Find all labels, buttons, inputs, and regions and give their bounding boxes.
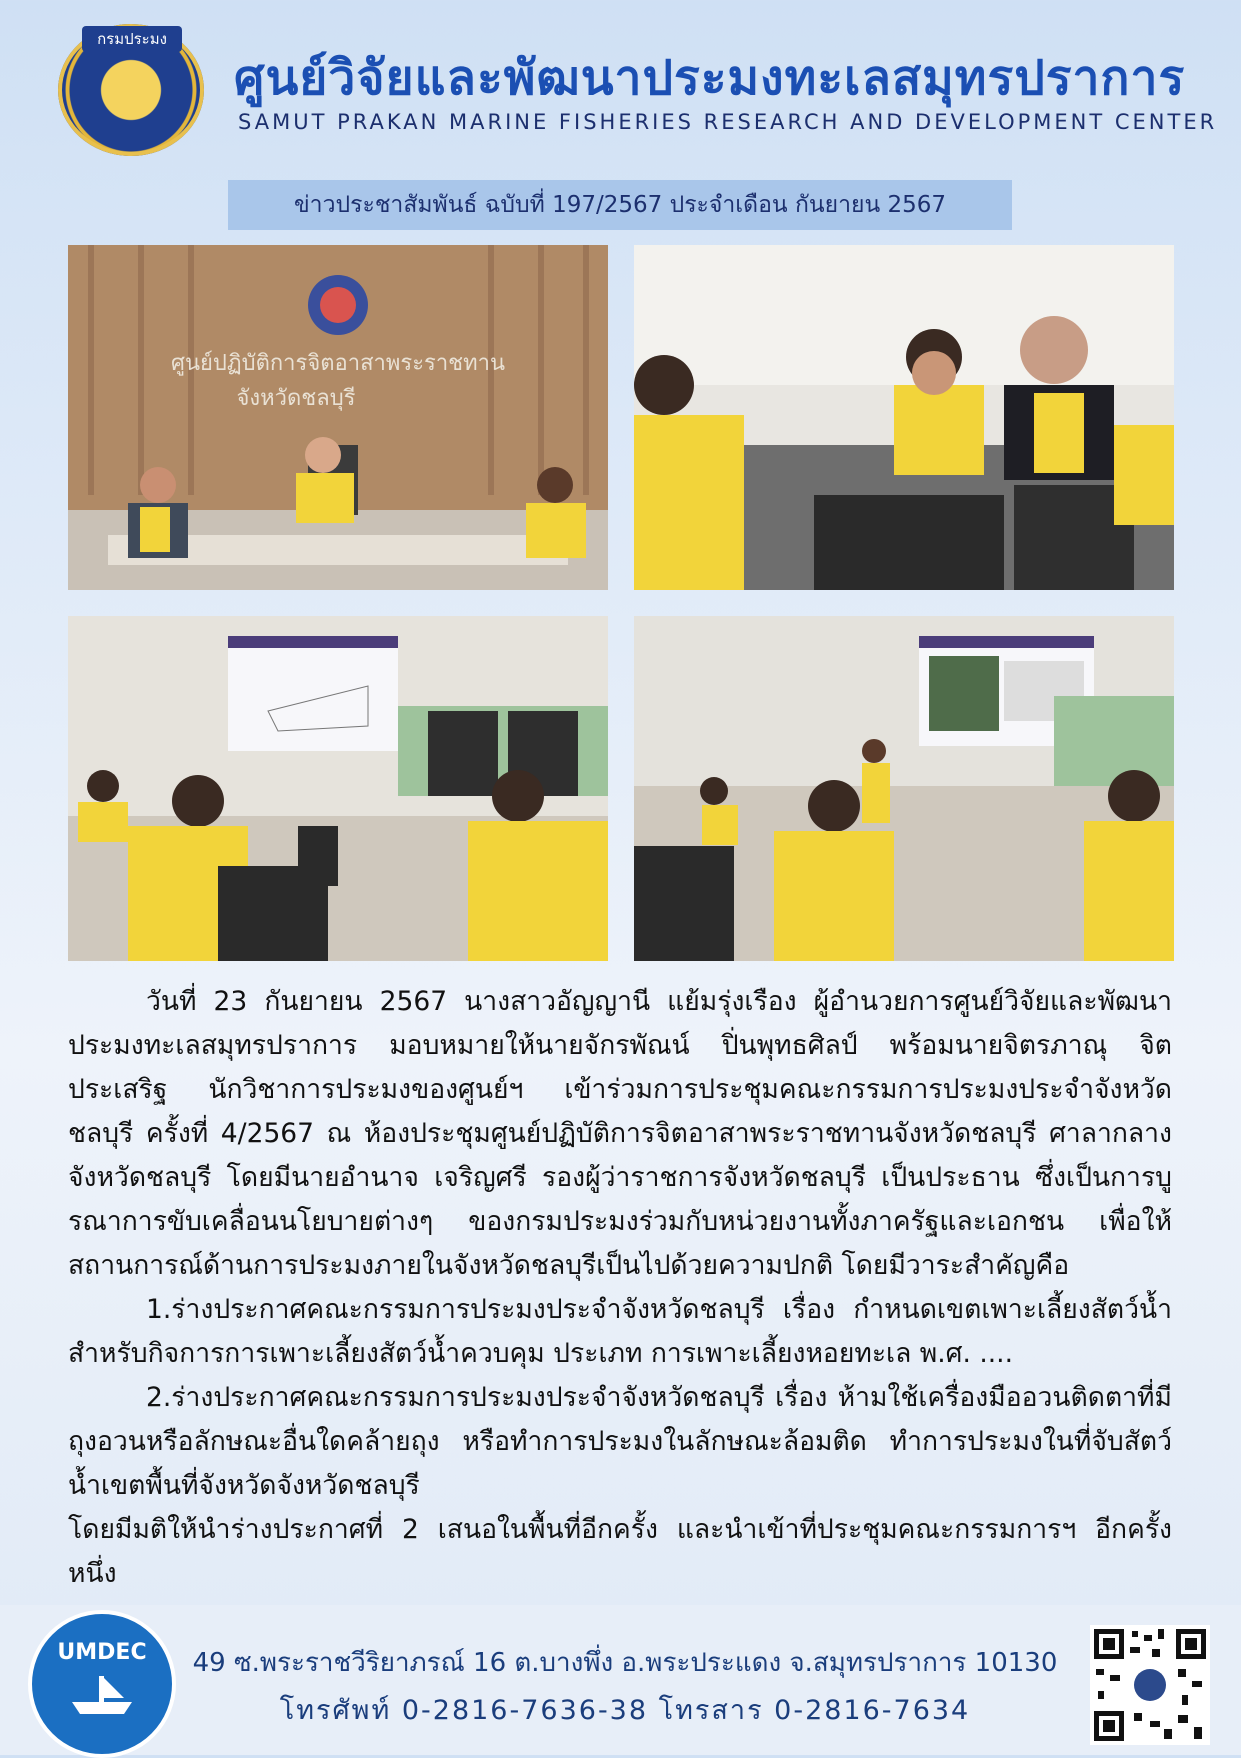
header [0,0,1241,165]
agenda-item-1: 1.ร่างประกาศคณะกรรมการประมงประจำจังหวัดชลบุรี เรื่อง กำหนดเขตเพาะเลี้ยงสัตว์น้ำสำหรับกิจการการเพาะเลี้ยงสัตว์น้ำควบคุม ประเภท การเพาะเลี้ยงหอยทะเล พ.ศ. .... [68,1294,1172,1369]
umdec-logo [28,1610,176,1758]
meeting-photo-2 [634,245,1174,590]
logo-ribbon-text: กรมประมง [82,26,182,52]
news-body [68,980,1172,1596]
meeting-photo-4 [634,616,1174,961]
agenda-item-2: 2.ร่างประกาศคณะกรรมการประมงประจำจังหวัดชลบุรี เรื่อง ห้ามใช้เครื่องมืออวนติดตาที่มีถุงอวนหรือลักษณะอื่นใดคล้ายถุง หรือทำการประมงในลักษณะล้อมติด ทำการประมงในที่จับสัตว์น้ำเขตพื้นที่จังหวัดจังหวัดชลบุรี [68,1382,1172,1501]
ship-icon [66,1670,138,1720]
meeting-photo-1 [68,245,608,590]
umdec-logo-text: UMDEC [57,1640,147,1665]
sign-line-1: ศูนย์ปฏิบัติการจิตอาสาพระราชทาน [170,351,506,376]
phone-fax-text: โทรศัพท์ 0-2816-7636-38 โทรสาร 0-2816-7634 [279,1695,971,1726]
page-title-thai: ศูนย์วิจัยและพัฒนาประมงทะเลสมุทรปราการ [234,50,1186,106]
bulletin-number-banner [228,180,1012,230]
bulletin-number-text: ข่าวประชาสัมพันธ์ ฉบับที่ 197/2567 ประจำเดือน กันยายน 2567 [293,192,947,218]
address-text: 49 ซ.พระราชวีริยาภรณ์ 16 ต.บางพึ่ง อ.พระประแดง จ.สมุทรปราการ 10130 [192,1648,1058,1678]
meeting-photo-3 [68,616,608,961]
sign-line-2: จังหวัดชลบุรี [236,386,356,411]
page-title-english: SAMUT PRAKAN MARINE FISHERIES RESEARCH AND DEVELOPMENT CENTER [238,110,1218,134]
body-paragraph-1: วันที่ 23 กันยายน 2567 นางสาวอัญญานี แย้มรุ่งเรือง ผู้อำนวยการศูนย์วิจัยและพัฒนาประมงทะเลสมุทรปราการ มอบหมายให้นายจักรพัณน์ ปิ่นพุทธศิลป์ พร้อมนายจิตรภาณุ จิตประเสริฐ นักวิชาการประมงของศูนย์ฯ เข้าร่วมการประชุมคณะกรรมการประมงประจำจังหวัดชลบุรี ครั้งที่ 4/2567 ณ ห้องประชุมศูนย์ปฏิบัติการจิตอาสาพระราชทานจังหวัดชลบุรี ศาลากลางจังหวัดชลบุรี โดยมีนายอำนาจ เจริญศรี รองผู้ว่าราชการจังหวัดชลบุรี เป็นประธาน ซึ่งเป็นการบูรณาการขับเคลื่อนนโยบายต่างๆ ของกรมประมงร่วมกับหน่วยงานทั้งภาครัฐและเอกชน เพื่อให้สถานการณ์ด้านการประมงภายในจังหวัดชลบุรีเป็นไปด้วยความปกติ โดยมีวาระสำคัญคือ [68,986,1172,1281]
resolution-text: โดยมีมติให้นำร่างประกาศที่ 2 เสนอในพื้นที่อีกครั้ง และนำเข้าที่ประชุมคณะกรรมการฯ อีกครั้งหนึ่ง [68,1514,1172,1589]
qr-code[interactable] [1090,1625,1210,1745]
